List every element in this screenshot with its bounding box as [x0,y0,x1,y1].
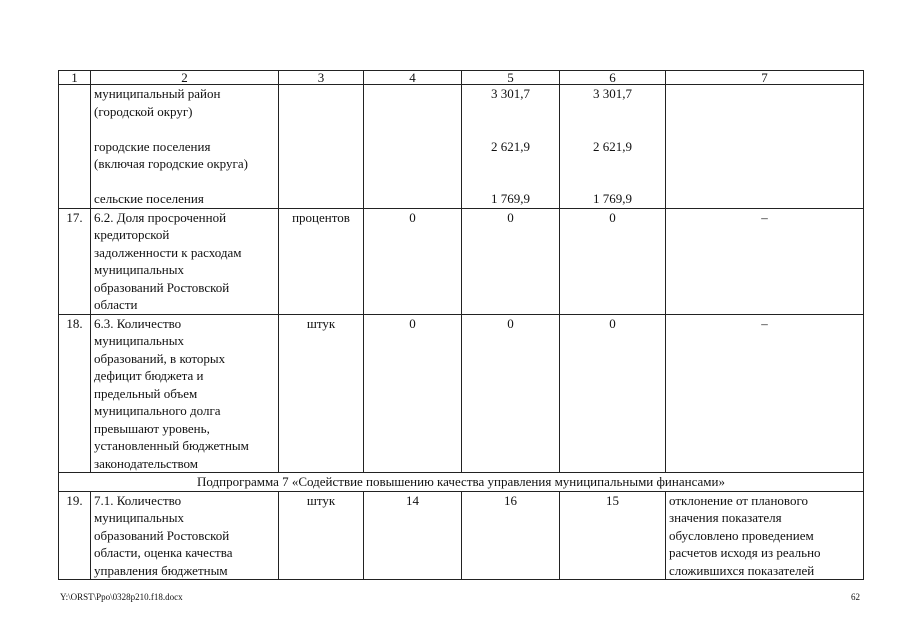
unit-cell [279,85,364,209]
note-line: значения показателя [669,510,782,525]
indicator-name-line: предельный объем [94,385,198,401]
header-cell: 6 [560,71,666,85]
note-line: сложившихся показателей [669,562,815,578]
indicator-name-line: управления бюджетным [94,562,228,578]
indicator-name-line: кредиторской [94,227,170,242]
value-cell [560,85,666,209]
value-cell: 0 [364,208,462,314]
indicator-name-line: образований Ростовской [94,279,230,295]
cell-value: 2 621,9 [491,138,530,154]
header-cell: 3 [279,71,364,85]
value-cell: 15 [560,491,666,580]
note-line: расчетов исходя из реально [669,545,821,560]
row-number-cell [59,85,91,209]
indicator-name-line: установленный бюджетным [94,438,249,453]
row-number-cell: 19. [59,491,91,580]
page-number: 62 [851,592,860,602]
header-cell: 7 [666,71,864,85]
urban-settlements-label: (включая городские округа) [94,156,248,171]
header-cell: 2 [91,71,279,85]
note-cell [666,85,864,209]
value-cell: 0 [462,208,560,314]
subprogram-title: Подпрограмма 7 «Содействие повышению качества управления муниципальными финансами» [59,473,864,492]
indicator-name-line: превышают уровень, [94,420,210,436]
indicator-name-line: области, оценка качества [94,545,233,560]
indicators-table [58,70,864,580]
table-row [59,208,864,314]
indicator-name-cell [91,491,279,580]
indicator-name-line: дефицит бюджета и [94,368,204,383]
header-cell: 4 [364,71,462,85]
value-cell: 14 [364,491,462,580]
row-number-cell: 18. [59,314,91,473]
table-row [59,314,864,473]
cell-value: 3 301,7 [491,86,530,101]
cell-value: 2 621,9 [593,138,632,154]
indicator-name-line: образований, в которых [94,350,226,366]
indicator-name-line: муниципальных [94,333,185,348]
note-cell [666,491,864,580]
municipal-district-label: муниципальный район [94,86,221,101]
indicator-name-cell [91,314,279,473]
indicator-name-line: образований Ростовской [94,527,230,543]
unit-cell: штук [279,491,364,580]
table-row [59,491,864,580]
column-number-row [59,71,864,85]
indicator-name-line: области [94,297,138,312]
urban-settlements-label: городские поселения [94,138,211,154]
indicator-name-line: муниципального долга [94,403,221,418]
indicator-name-line: 7.1. Количество [94,492,182,508]
note-cell: – [666,208,864,314]
value-cell [462,85,560,209]
municipal-district-label: (городской округ) [94,103,193,119]
indicator-name-line: муниципальных [94,510,185,525]
indicator-name-line: 6.3. Количество [94,315,182,331]
value-cell [364,85,462,209]
indicator-name-line: 6.2. Доля просроченной [94,209,227,225]
value-cell: 0 [560,314,666,473]
indicator-name-line: задолженности к расходам [94,244,242,260]
header-cell: 5 [462,71,560,85]
value-cell: 0 [560,208,666,314]
note-line: обусловлено проведением [669,527,814,543]
header-cell: 1 [59,71,91,85]
unit-cell: штук [279,314,364,473]
value-cell: 16 [462,491,560,580]
indicator-name-cell [91,208,279,314]
indicator-name-cell [91,85,279,209]
indicator-name-line: законодательством [94,455,199,471]
value-cell: 0 [364,314,462,473]
table-row-continued [59,85,864,209]
value-cell: 0 [462,314,560,473]
cell-value: 1 769,9 [593,191,632,206]
unit-cell: процентов [279,208,364,314]
rural-settlements-label: сельские поселения [94,191,204,206]
indicator-name-line: муниципальных [94,262,185,277]
cell-value: 3 301,7 [593,86,632,101]
footer-file-path: Y:\ORST\Ppo\0328p210.f18.docx [60,592,183,602]
note-line: отклонение от планового [669,492,808,508]
subprogram-row [59,473,864,492]
row-number-cell: 17. [59,208,91,314]
cell-value: 1 769,9 [491,191,530,206]
note-cell: – [666,314,864,473]
